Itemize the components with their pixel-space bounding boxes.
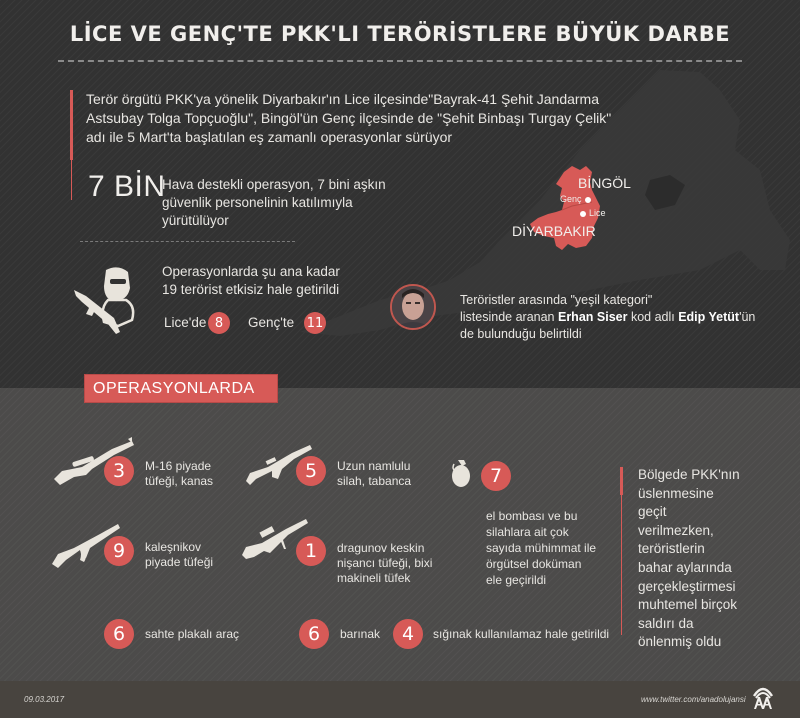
genc-location-dot bbox=[585, 197, 591, 203]
identified-line: de bulunduğu belirtildi bbox=[460, 327, 582, 341]
item-description: barınak bbox=[340, 627, 381, 641]
lice-count-badge: 8 bbox=[208, 312, 230, 334]
footer-twitter-link[interactable]: www.twitter.com/anadolujansi bbox=[641, 695, 746, 704]
page-title: LİCE VE GENÇ'TE PKK'LI TERÖRİSTLERE BÜYÜK DARBE bbox=[69, 22, 731, 46]
item-line: makineli tüfek bbox=[337, 571, 411, 585]
identified-line: Teröristler arasında "yeşil kategori" bbox=[460, 293, 653, 307]
item-line: ele geçirildi bbox=[486, 573, 547, 587]
count-badge: 6 bbox=[104, 619, 134, 649]
callout-accent-bar bbox=[620, 467, 623, 495]
neutralized-text bbox=[162, 263, 372, 299]
callout-line: gerçekleştirmesi bbox=[638, 578, 736, 594]
map-label-genc: Genç bbox=[560, 194, 582, 204]
lice-label: Lice'de bbox=[164, 315, 207, 330]
item-line: tüfeği, kanas bbox=[145, 474, 214, 488]
text-fragment: 'ün bbox=[739, 310, 756, 324]
callout-line: verilmezken, bbox=[638, 522, 714, 538]
masked-terrorist-icon bbox=[70, 262, 150, 337]
count-badge: 6 bbox=[299, 619, 329, 649]
intro-line: adı ile 5 Mart'ta başlatılan eş zamanlı operasyonlar sürüyor bbox=[86, 129, 453, 145]
callout-line: saldırı da bbox=[638, 615, 694, 631]
item-line: el bombası ve bu bbox=[486, 509, 578, 523]
personnel-stat-value: 7 BİN bbox=[88, 170, 166, 203]
item-description bbox=[145, 540, 213, 570]
map-label-bingol: BİNGÖL bbox=[578, 175, 631, 191]
item-line: nişancı tüfeği, bixi bbox=[337, 556, 433, 570]
person-photo-icon bbox=[392, 286, 434, 328]
grenade-icon bbox=[450, 458, 472, 488]
item-description bbox=[486, 508, 596, 588]
genc-count-badge: 11 bbox=[304, 312, 326, 334]
identified-text bbox=[460, 292, 760, 343]
real-name: Edip Yetüt bbox=[678, 310, 740, 324]
code-name: Erhan Siser bbox=[557, 310, 628, 324]
stat-line: yürütülüyor bbox=[162, 213, 229, 228]
item-line: dragunov keskin bbox=[337, 541, 425, 555]
identified-line bbox=[460, 309, 760, 326]
callout-line: önlenmiş oldu bbox=[638, 634, 722, 650]
intro-accent-line bbox=[71, 160, 72, 200]
title-divider bbox=[58, 60, 742, 62]
item-line: kaleşnikov bbox=[145, 540, 202, 554]
text-fragment: listesinde aranan bbox=[460, 310, 558, 324]
item-line: sayıda mühimmat ile bbox=[486, 541, 597, 555]
stat-line: güvenlik personelinin katılımıyla bbox=[162, 195, 353, 210]
callout-line: bahar aylarında bbox=[638, 559, 732, 575]
item-line: silahlara ait çok bbox=[486, 525, 569, 539]
count-badge: 1 bbox=[296, 536, 326, 566]
count-badge: 9 bbox=[104, 536, 134, 566]
personnel-stat-description bbox=[162, 176, 392, 230]
callout-line: Bölgede PKK'nın bbox=[638, 467, 740, 482]
intro-line: Astsubay Tolga Topçuoğlu", Bingöl'ün Genç ilçesinde de "Şehit Binbaşı Turgay Çelik" bbox=[86, 110, 612, 126]
intro-accent-bar bbox=[70, 90, 73, 160]
footer-date: 09.03.2017 bbox=[24, 695, 65, 704]
count-badge: 5 bbox=[296, 456, 326, 486]
intro-line: Terör örgütü PKK'ya yönelik Diyarbakır'ın Lice ilçesinde"Bayrak-41 Şehit Jandarma bbox=[86, 91, 600, 107]
lice-location-dot bbox=[580, 211, 586, 217]
count-badge: 7 bbox=[481, 461, 511, 491]
item-description: sığınak kullanılamaz hale getirildi bbox=[433, 627, 610, 641]
item-line: örgütsel doküman bbox=[486, 557, 582, 571]
item-description: sahte plakalı araç bbox=[145, 627, 240, 641]
item-description bbox=[145, 459, 213, 489]
callout-line: muhtemel birçok bbox=[638, 597, 738, 613]
item-line: Uzun namlulu bbox=[337, 459, 411, 473]
stat-divider bbox=[80, 241, 295, 242]
count-badge: 4 bbox=[393, 619, 423, 649]
text-fragment: kod adlı bbox=[627, 310, 679, 324]
item-description bbox=[337, 541, 432, 586]
item-line: silah, tabanca bbox=[337, 474, 412, 488]
item-description bbox=[337, 459, 411, 489]
section-label-operations: OPERASYONLARDA bbox=[84, 374, 278, 403]
genc-label: Genç'te bbox=[248, 315, 295, 330]
anadolu-agency-logo-icon bbox=[752, 684, 774, 710]
intro-text bbox=[86, 90, 646, 147]
neutralized-line: Operasyonlarda şu ana kadar bbox=[162, 264, 340, 279]
stat-line: Hava destekli operasyon, 7 bini aşkın bbox=[162, 177, 386, 192]
map-label-lice: Lice bbox=[589, 208, 606, 218]
callout-line: geçit bbox=[638, 504, 667, 520]
callout-accent-line bbox=[621, 495, 622, 635]
item-line: M-16 piyade bbox=[145, 459, 212, 473]
callout-text bbox=[638, 466, 788, 652]
neutralized-line: 19 terörist etkisiz hale getirildi bbox=[162, 282, 340, 297]
callout-line: teröristlerin bbox=[638, 541, 705, 557]
avatar bbox=[390, 284, 436, 330]
item-line: piyade tüfeği bbox=[145, 555, 214, 569]
callout-line: üslenmesine bbox=[638, 485, 714, 501]
count-badge: 3 bbox=[104, 456, 134, 486]
map-label-diyarbakir: DİYARBAKIR bbox=[512, 223, 596, 239]
